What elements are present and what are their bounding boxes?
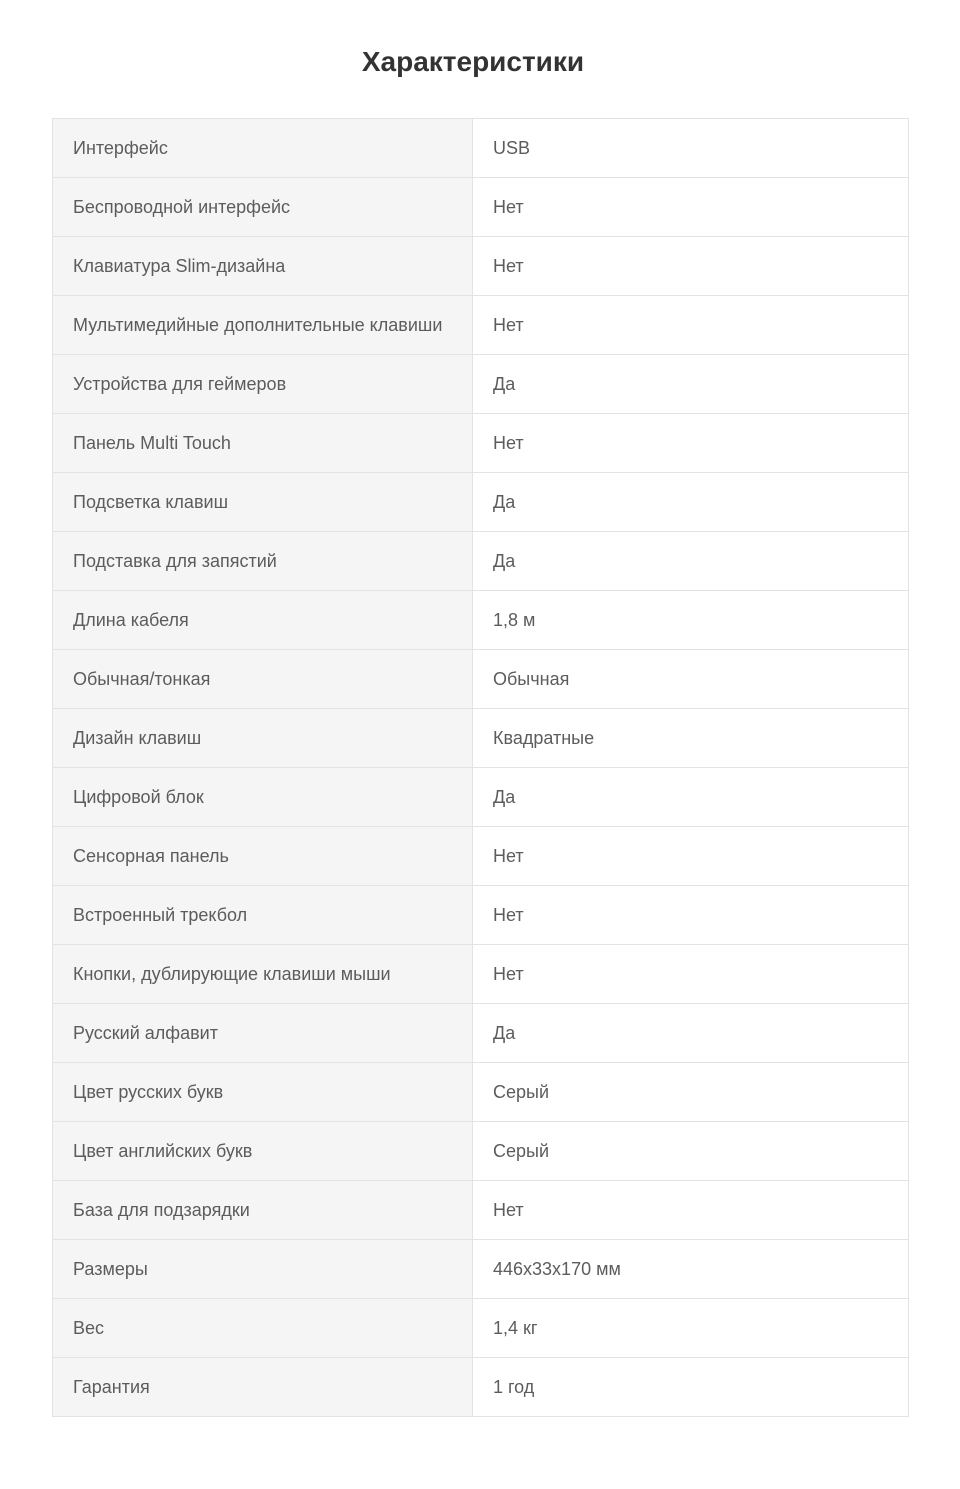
spec-name-cell: Встроенный трекбол [53,886,473,945]
spec-name-cell: Интерфейс [53,119,473,178]
spec-value-cell: Нет [473,886,909,945]
table-row [53,945,909,1004]
spec-value-cell: Нет [473,414,909,473]
table-row [53,591,909,650]
spec-name-cell: Русский алфавит [53,1004,473,1063]
spec-value-cell: Обычная [473,650,909,709]
spec-name-cell: База для подзарядки [53,1181,473,1240]
table-row [53,1004,909,1063]
spec-name-cell: Сенсорная панель [53,827,473,886]
spec-name-cell: Панель Multi Touch [53,414,473,473]
spec-value-cell: Да [473,1004,909,1063]
spec-name-cell: Мультимедийные дополнительные клавиши [53,296,473,355]
spec-value-cell: Серый [473,1122,909,1181]
spec-value-cell: Нет [473,237,909,296]
table-row [53,178,909,237]
table-row [53,650,909,709]
spec-name-cell: Устройства для геймеров [53,355,473,414]
table-row [53,532,909,591]
spec-name-cell: Цвет английских букв [53,1122,473,1181]
page-title: Характеристики [361,46,585,77]
spec-name-cell: Цифровой блок [53,768,473,827]
table-row [53,1240,909,1299]
table-row [53,355,909,414]
spec-value-cell: Нет [473,1181,909,1240]
spec-value-cell: Да [473,768,909,827]
spec-value-cell: Нет [473,296,909,355]
table-row [53,237,909,296]
table-row [53,473,909,532]
specs-table [52,118,909,1417]
spec-name-cell: Длина кабеля [53,591,473,650]
table-row [53,768,909,827]
table-row [53,1299,909,1358]
spec-name-cell: Вес [53,1299,473,1358]
table-row [53,886,909,945]
spec-value-cell: Квадратные [473,709,909,768]
spec-name-cell: Беспроводной интерфейс [53,178,473,237]
spec-value-cell: Нет [473,178,909,237]
spec-value-cell: 1,4 кг [473,1299,909,1358]
spec-name-cell: Размеры [53,1240,473,1299]
table-row [53,296,909,355]
spec-value-cell: Серый [473,1063,909,1122]
spec-value-cell: Да [473,355,909,414]
spec-name-cell: Дизайн клавиш [53,709,473,768]
spec-value-cell: USB [473,119,909,178]
spec-value-cell: Нет [473,827,909,886]
spec-name-cell: Гарантия [53,1358,473,1417]
spec-name-cell: Цвет русских букв [53,1063,473,1122]
spec-value-cell: 1 год [473,1358,909,1417]
spec-name-cell: Обычная/тонкая [53,650,473,709]
table-row [53,827,909,886]
spec-name-cell: Подсветка клавиш [53,473,473,532]
table-row [53,119,909,178]
specs-table-body [53,119,909,1417]
table-row [53,1358,909,1417]
spec-name-cell: Клавиатура Slim-дизайна [53,237,473,296]
table-row [53,414,909,473]
spec-value-cell: 1,8 м [473,591,909,650]
spec-name-cell: Кнопки, дублирующие клавиши мыши [53,945,473,1004]
table-row [53,1063,909,1122]
table-row [53,1122,909,1181]
spec-value-cell: 446x33x170 мм [473,1240,909,1299]
spec-name-cell: Подставка для запястий [53,532,473,591]
spec-value-cell: Да [473,473,909,532]
table-row [53,1181,909,1240]
spec-value-cell: Нет [473,945,909,1004]
spec-value-cell: Да [473,532,909,591]
table-row [53,709,909,768]
